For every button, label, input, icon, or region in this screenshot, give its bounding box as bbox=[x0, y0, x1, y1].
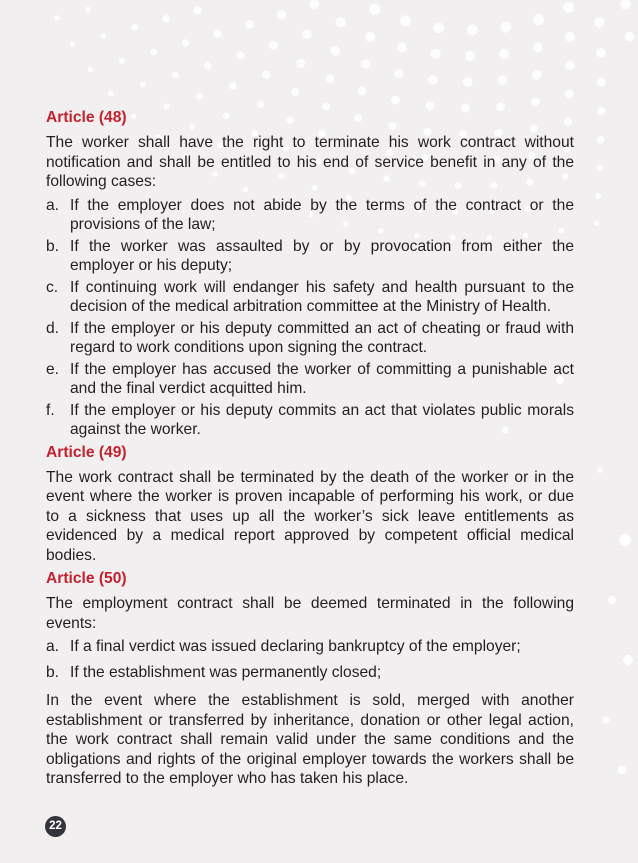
list-item bbox=[46, 319, 574, 358]
list-item-text: If the employer or his deputy committed an act of cheating or fraud with regard to work conditions upon signing the contract. bbox=[70, 319, 574, 356]
article-intro: The employment contract shall be deemed terminated in the following events: bbox=[46, 595, 574, 632]
list-marker: c. bbox=[46, 278, 59, 296]
list-marker: a. bbox=[46, 196, 60, 214]
list-marker: b. bbox=[46, 237, 60, 255]
page-content bbox=[46, 108, 574, 793]
list-marker: d. bbox=[46, 319, 60, 337]
list-item bbox=[46, 401, 574, 440]
list-item-text: If a final verdict was issued declaring bankruptcy of the employer; bbox=[70, 638, 521, 655]
article-intro: The worker shall have the right to terminate his work contract without notification and shall be entitled to his end of service benefit in any of the following cases: bbox=[46, 134, 574, 190]
list-marker: e. bbox=[46, 360, 60, 378]
list-item bbox=[46, 663, 574, 683]
list-item bbox=[46, 237, 574, 276]
article-closing: In the event where the establishment is sold, merged with another establishment or transferred by inheritance, donation or other legal action, the work contract shall remain valid under the same conditions and the obligations and rights of the original employer towards the workers shall be transferred to the employer who has taken his place. bbox=[46, 692, 574, 787]
article-heading: Article (48) bbox=[46, 109, 127, 126]
article-heading: Article (50) bbox=[46, 570, 127, 587]
list-item bbox=[46, 196, 574, 235]
list-item-text: If the employer does not abide by the terms of the contract or the provisions of the law; bbox=[70, 196, 574, 233]
article-list bbox=[46, 637, 574, 682]
list-item-text: If the worker was assaulted by or by provocation from either the employer or his deputy; bbox=[70, 237, 574, 274]
article-list bbox=[46, 196, 574, 440]
list-marker: f. bbox=[46, 401, 55, 419]
list-marker: a. bbox=[46, 638, 60, 655]
article-intro: The work contract shall be terminated by the death of the worker or in the event where the worker is proven incapable of performing his work, or due to a sickness that uses up all the worker’s sick leave entitlements as evidenced by a medical report approved by competent official medical bodies. bbox=[46, 468, 574, 564]
article-50 bbox=[46, 569, 574, 789]
article-49 bbox=[46, 443, 574, 566]
list-item bbox=[46, 637, 574, 657]
list-item-text: If the employer or his deputy commits an act that violates public morals against the worker. bbox=[70, 401, 574, 438]
list-item bbox=[46, 360, 574, 399]
article-heading: Article (49) bbox=[46, 443, 127, 461]
list-item-text: If the establishment was permanently closed; bbox=[70, 663, 382, 681]
page-number-badge: 22 bbox=[45, 816, 66, 837]
list-item-text: If continuing work will endanger his safety and health pursuant to the decision of the medical arbitration committee at the Ministry of Health. bbox=[70, 278, 574, 315]
list-item-text: If the employer has accused the worker of committing a punishable act and the final verdict acquitted him. bbox=[70, 360, 574, 397]
article-48 bbox=[46, 108, 574, 440]
list-item bbox=[46, 278, 574, 317]
list-marker: b. bbox=[46, 663, 60, 681]
